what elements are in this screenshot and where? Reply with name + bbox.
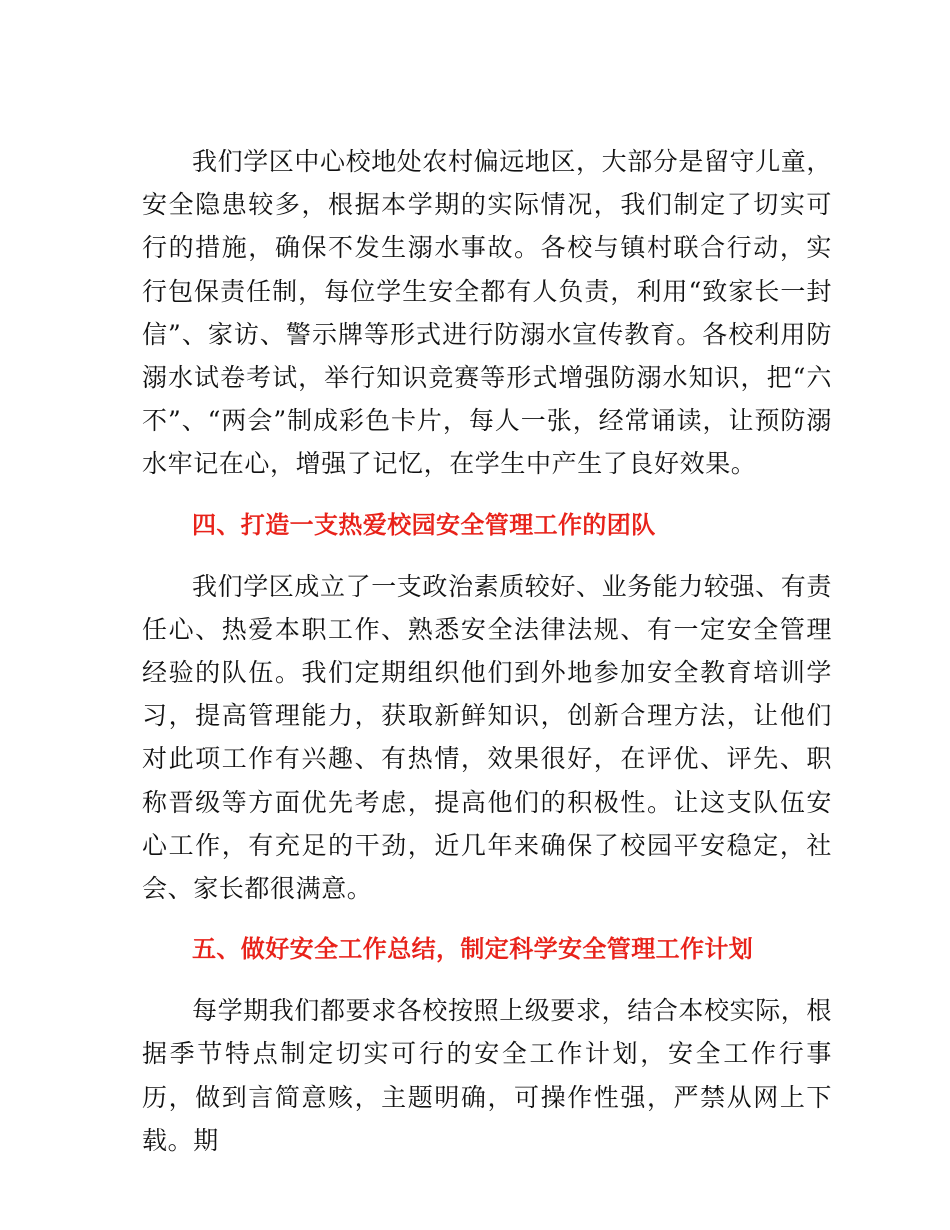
paragraph-safety-plan: 每学期我们都要求各校按照上级要求，结合本校实际，根据季节特点制定切实可行的安全工作计划，安全工作行事历，做到言简意赅，主题明确，可操作性强，严禁从网上下载。期 [142, 996, 833, 1155]
paragraph-drowning-prevention: 我们学区中心校地处农村偏远地区，大部分是留守儿童，安全隐患较多，根据本学期的实际情况，我们制定了切实可行的措施，确保不发生溺水事故。各校与镇村联合行动，实行包保责任制，每位学生安全都有人负责，利用“致家长一封信”、家访、警示牌等形式进行防溺水宣传教育。各校利用防溺水试卷考试，举行知识竞赛等形式增强防溺水知识，把“六不”、“两会”制成彩色卡片，每人一张，经常诵读，让预防溺水牢记在心，增强了记忆，在学生中产生了良好效果。 [142, 147, 833, 479]
document-body [142, 140, 832, 1162]
section-heading-4: 四、打造一支热爱校园安全管理工作的团队 [192, 510, 656, 539]
paragraph-safety-team: 我们学区成立了一支政治素质较好、业务能力较强、有责任心、热爱本职工作、熟悉安全法律法规、有一定安全管理经验的队伍。我们定期组织他们到外地参加安全教育培训学习，提高管理能力，获取新鲜知识，创新合理方法，让他们对此项工作有兴趣、有热情，效果很好，在评优、评先、职称晋级等方面优先考虑，提高他们的积极性。让这支队伍安心工作，有充足的干劲，近几年来确保了校园平安稳定，社会、家长都很满意。 [142, 571, 833, 904]
section-heading-5: 五、做好安全工作总结，制定科学安全管理工作计划 [192, 935, 754, 964]
